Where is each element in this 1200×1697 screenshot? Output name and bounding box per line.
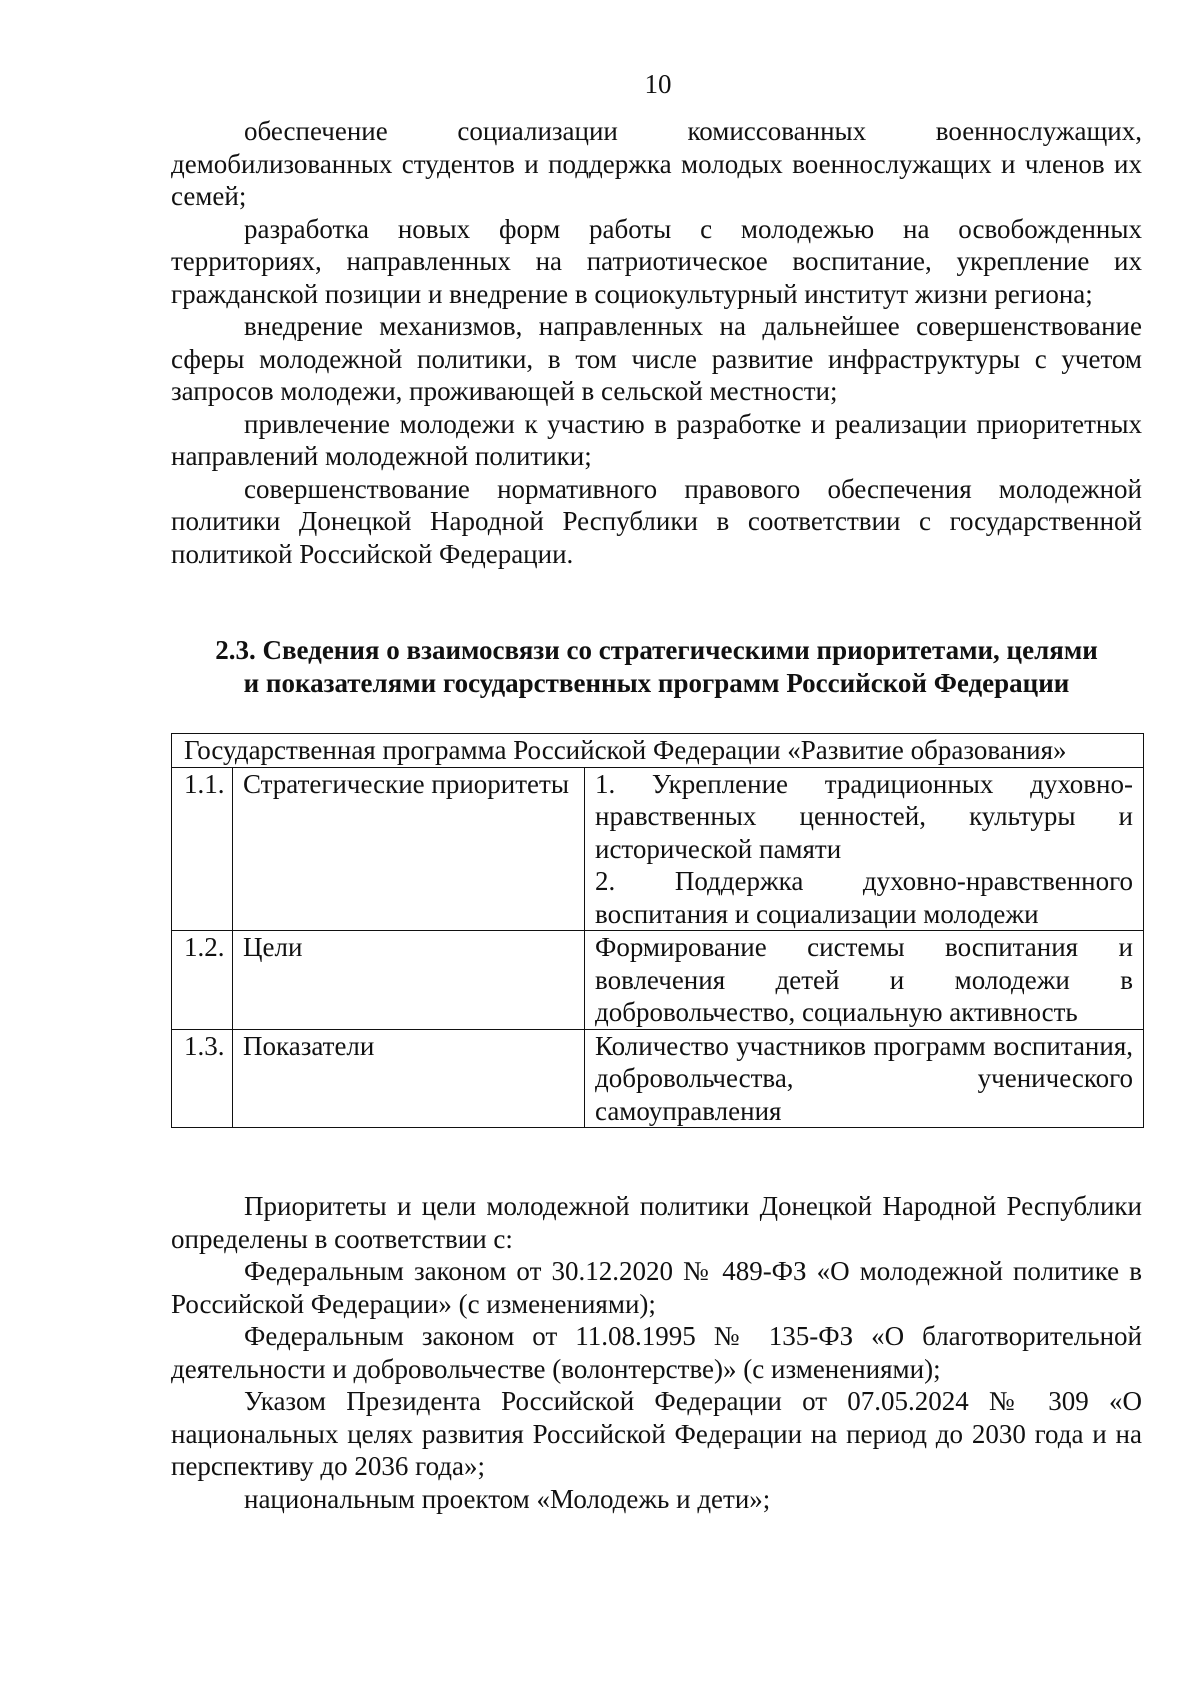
table-row: [172, 931, 1144, 1030]
paragraph: Указом Президента Российской Федерации от 07.05.2024 № 309 «О национальных целях развития Российской Федерации на период до 2030 года и на перспективу до 2036 года»;: [171, 1386, 1142, 1481]
paragraph: Приоритеты и цели молодежной политики Донецкой Народной Республики определены в соответствии с:: [171, 1191, 1142, 1254]
paragraph: Федеральным законом от 11.08.1995 № 135-ФЗ «О благотворительной деятельности и добровольчестве (волонтерстве)» (с изменениями);: [171, 1321, 1142, 1384]
row-number-cell: 1.2.: [172, 931, 233, 1030]
section-heading-line: и показателями государственных программ Российской Федерации: [243, 667, 1070, 698]
table-row: [172, 767, 1144, 931]
table-title-cell: Государственная программа Российской Федерации «Развитие образования»: [172, 734, 1144, 768]
table-title-row: [172, 734, 1144, 768]
bottom-paragraph-block: [171, 1190, 1142, 1515]
section-heading: [171, 634, 1142, 699]
paragraph: привлечение молодежи к участию в разработке и реализации приоритетных направлений молодежной политики;: [171, 408, 1142, 471]
paragraph: национальным проектом «Молодежь и дети»;: [244, 1483, 771, 1514]
paragraph: совершенствование нормативного правового обеспечения молодежной политики Донецкой Народной Республики в соответствии с государственной политикой Российской Федерации.: [171, 473, 1142, 569]
priority-item: 1. Укрепление традиционных духовно-нравственных ценностей, культуры и исторической памяти: [595, 768, 1133, 864]
row-content-cell: Количество участников программ воспитания, добровольчества, ученического самоуправления: [585, 1029, 1144, 1128]
paragraph: Федеральным законом от 30.12.2020 № 489-ФЗ «О молодежной политике в Российской Федерации» (с изменениями);: [171, 1256, 1142, 1319]
row-content-cell: [585, 767, 1144, 931]
row-number-cell: 1.3.: [172, 1029, 233, 1128]
page-number: 10: [644, 69, 672, 99]
table-row: [172, 1029, 1144, 1128]
paragraph: обеспечение социализации комиссованных военнослужащих, демобилизованных студентов и поддержка молодых военнослужащих и членов их семей;: [171, 116, 1142, 211]
paragraph: внедрение механизмов, направленных на дальнейшее совершенствование сферы молодежной политики, в том числе развитие инфраструктуры с учетом запросов молодежи, проживающей в сельской местности;: [171, 311, 1142, 406]
row-name-cell: Цели: [233, 931, 585, 1030]
program-table: [171, 733, 1144, 1128]
row-number-cell: 1.1.: [172, 767, 233, 931]
row-name-cell: Показатели: [233, 1029, 585, 1128]
row-name-cell: Стратегические приоритеты: [233, 767, 585, 931]
row-content-cell: Формирование системы воспитания и вовлечения детей и молодежи в добровольчество, социальную активность: [585, 931, 1144, 1030]
priority-item: 2. Поддержка духовно-нравственного воспитания и социализации молодежи: [595, 866, 1133, 929]
paragraph: разработка новых форм работы с молодежью на освобожденных территориях, направленных на патриотическое воспитание, укрепление их гражданской позиции и внедрение в социокультурный институт жизни региона;: [171, 213, 1142, 309]
top-paragraph-block: [171, 115, 1142, 570]
section-heading-line: 2.3. Сведения о взаимосвязи со стратегическими приоритетами, целями: [215, 635, 1098, 665]
